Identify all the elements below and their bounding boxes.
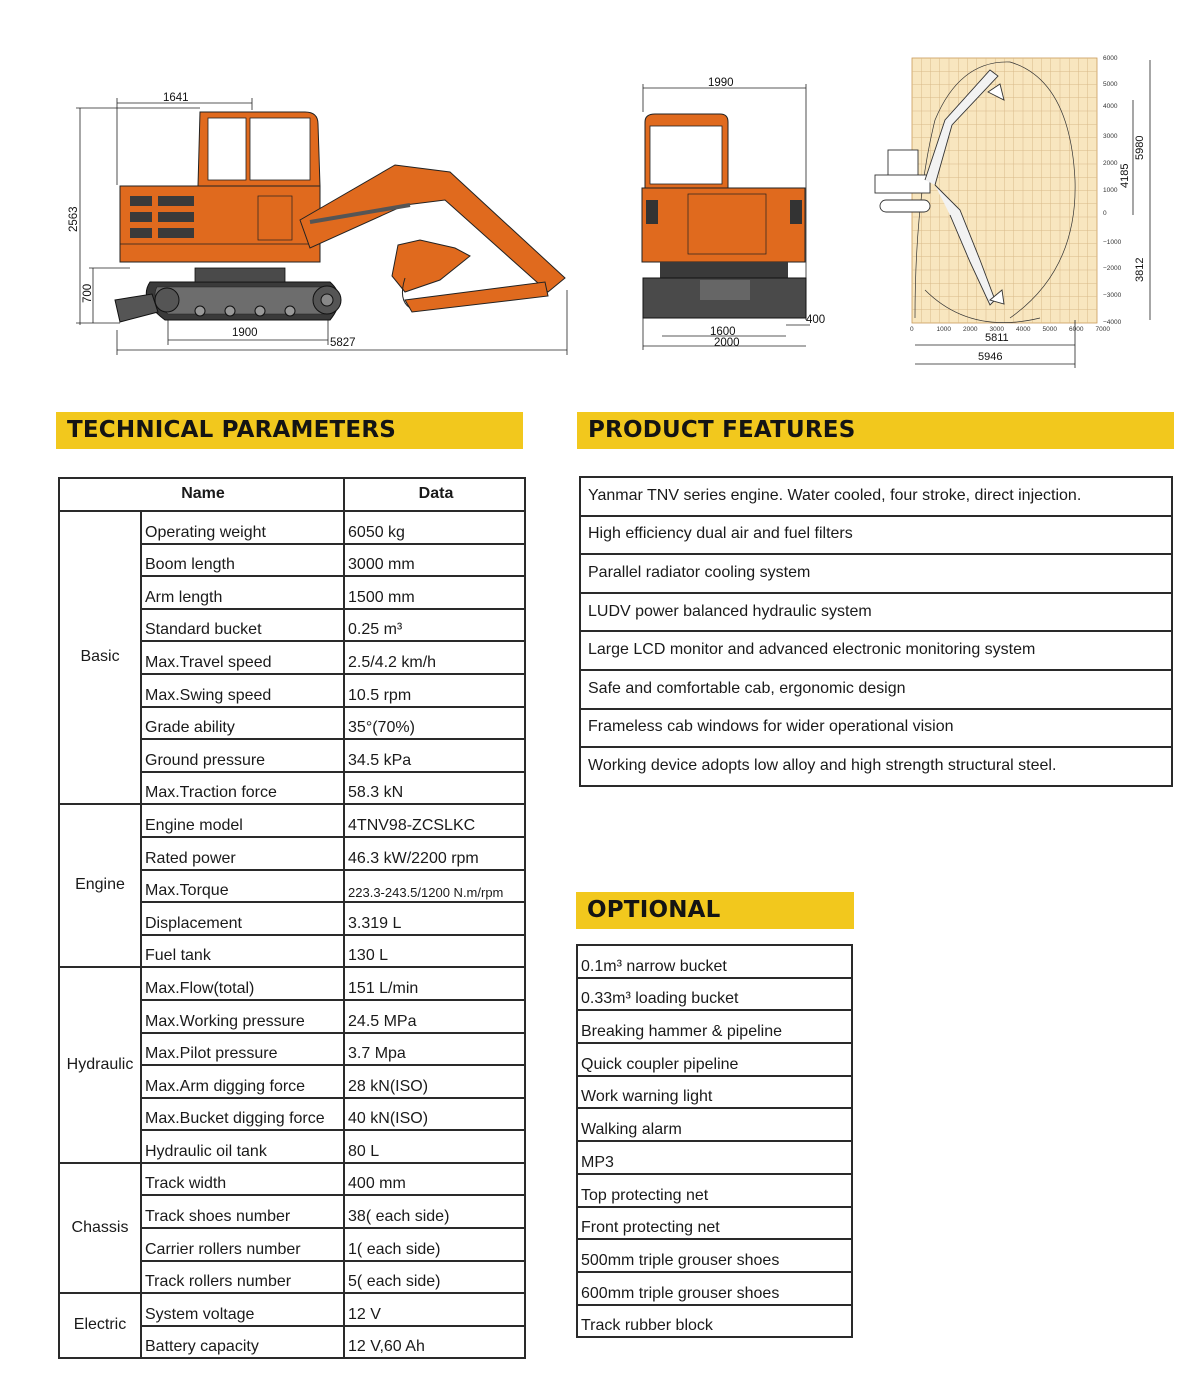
category-cell: Electric	[59, 1293, 141, 1358]
dim-overall-width: 2000	[714, 337, 740, 349]
dim-total-length: 5827	[330, 337, 356, 349]
category-cell: Basic	[59, 511, 141, 804]
parameter-name: Carrier rollers number	[141, 1228, 344, 1261]
table-header-row	[59, 478, 525, 511]
feature-row	[580, 631, 1172, 670]
parameter-name: Displacement	[141, 902, 344, 935]
range-x-ticks	[910, 326, 1110, 333]
parameter-value: 151 L/min	[344, 967, 525, 1000]
parameter-value: 130 L	[344, 935, 525, 968]
parameter-value: 58.3 kN	[344, 772, 525, 805]
y-tick-label: 5000	[1103, 81, 1118, 88]
parameter-value: 1( each side)	[344, 1228, 525, 1261]
optional-row	[577, 1239, 852, 1272]
table-row	[59, 1163, 525, 1196]
parameter-value: 46.3 kW/2200 rpm	[344, 837, 525, 870]
parameter-name: Max.Flow(total)	[141, 967, 344, 1000]
column-header-data: Data	[344, 478, 525, 511]
dozer-blade	[115, 294, 158, 322]
product-features-title: PRODUCT FEATURES	[577, 412, 1174, 449]
optional-item: Quick coupler pipeline	[577, 1043, 852, 1076]
technical-parameters-title: TECHNICAL PARAMETERS	[56, 412, 523, 449]
parameter-value: 400 mm	[344, 1163, 525, 1196]
parameter-name: Track shoes number	[141, 1195, 344, 1228]
parameter-value: 80 L	[344, 1130, 525, 1163]
y-tick-label: 6000	[1103, 55, 1118, 62]
optional-row	[577, 1207, 852, 1240]
feature-row	[580, 747, 1172, 786]
technical-parameters-table	[58, 477, 526, 1359]
parameter-value: 1500 mm	[344, 576, 525, 609]
parameter-value: 223.3-243.5/1200 N.m/rpm	[344, 870, 525, 903]
y-tick-label: 1000	[1103, 187, 1118, 194]
working-range-drawing	[860, 50, 1185, 370]
feature-item: Frameless cab windows for wider operational vision	[580, 709, 1172, 748]
dim-track-length: 1900	[232, 327, 258, 339]
table-row	[59, 511, 525, 544]
y-tick-label: −1000	[1103, 239, 1122, 246]
optional-row	[577, 1108, 852, 1141]
dim-top-length: 1641	[163, 92, 189, 104]
y-tick-label: 4000	[1103, 103, 1118, 110]
parameter-name: Max.Arm digging force	[141, 1065, 344, 1098]
optional-item: Breaking hammer & pipeline	[577, 1010, 852, 1043]
parameter-value: 40 kN(ISO)	[344, 1098, 525, 1131]
y-tick-label: −3000	[1103, 292, 1122, 299]
x-tick-label: 6000	[1069, 326, 1084, 333]
optional-title: OPTIONAL	[576, 892, 854, 929]
feature-row	[580, 670, 1172, 709]
parameter-name: Engine model	[141, 804, 344, 837]
rear-view-drawing	[630, 70, 830, 360]
parameter-name: Max.Pilot pressure	[141, 1033, 344, 1066]
parameter-value: 28 kN(ISO)	[344, 1065, 525, 1098]
feature-item: LUDV power balanced hydraulic system	[580, 593, 1172, 632]
x-tick-label: 7000	[1095, 326, 1110, 333]
parameter-value: 4TNV98-ZCSLKC	[344, 804, 525, 837]
optional-item: MP3	[577, 1141, 852, 1174]
optional-item: 0.1m³ narrow bucket	[577, 945, 852, 978]
boom-arm	[300, 165, 565, 312]
parameter-value: 12 V,60 Ah	[344, 1326, 525, 1359]
feature-item: High efficiency dual air and fuel filters	[580, 516, 1172, 555]
table-row	[59, 1293, 525, 1326]
feature-item: Parallel radiator cooling system	[580, 554, 1172, 593]
parameter-value: 35°(70%)	[344, 707, 525, 740]
y-tick-label: 0	[1103, 210, 1107, 217]
parameter-value: 24.5 MPa	[344, 1000, 525, 1033]
feature-row	[580, 554, 1172, 593]
x-tick-label: 4000	[1016, 326, 1031, 333]
x-tick-label: 3000	[989, 326, 1004, 333]
parameter-name: Max.Travel speed	[141, 641, 344, 674]
parameter-value: 12 V	[344, 1293, 525, 1326]
parameter-value: 3.7 Mpa	[344, 1033, 525, 1066]
optional-item: 500mm triple grouser shoes	[577, 1239, 852, 1272]
feature-row	[580, 593, 1172, 632]
dim-gauge: 1600	[710, 326, 736, 338]
dim-top-width: 1990	[708, 77, 734, 89]
parameter-value: 34.5 kPa	[344, 739, 525, 772]
optional-item: Front protecting net	[577, 1207, 852, 1240]
track-assembly	[146, 268, 341, 320]
dim-dig-depth: 3812	[1134, 257, 1146, 282]
parameter-name: Max.Torque	[141, 870, 344, 903]
optional-item: 600mm triple grouser shoes	[577, 1272, 852, 1305]
feature-row	[580, 516, 1172, 555]
parameter-name: Fuel tank	[141, 935, 344, 968]
excavator-body	[120, 112, 320, 262]
parameter-name: Hydraulic oil tank	[141, 1130, 344, 1163]
parameter-value: 2.5/4.2 km/h	[344, 641, 525, 674]
parameter-name: Track rollers number	[141, 1261, 344, 1294]
table-row	[59, 804, 525, 837]
parameter-name: Ground pressure	[141, 739, 344, 772]
optional-row	[577, 978, 852, 1011]
x-tick-label: 5000	[1042, 326, 1057, 333]
feature-item: Yanmar TNV series engine. Water cooled, four stroke, direct injection.	[580, 477, 1172, 516]
dim-track-width: 400	[806, 314, 826, 326]
parameter-value: 6050 kg	[344, 511, 525, 544]
dim-dump-height: 4185	[1119, 163, 1131, 188]
optional-row	[577, 1043, 852, 1076]
optional-item: 0.33m³ loading bucket	[577, 978, 852, 1011]
side-view-drawing	[60, 85, 590, 365]
parameter-name: Max.Traction force	[141, 772, 344, 805]
optional-item: Top protecting net	[577, 1174, 852, 1207]
parameter-value: 3.319 L	[344, 902, 525, 935]
table-row	[59, 967, 525, 1000]
optional-row	[577, 1305, 852, 1338]
optional-item: Track rubber block	[577, 1305, 852, 1338]
parameter-name: Boom length	[141, 544, 344, 577]
optional-row	[577, 1174, 852, 1207]
parameter-name: Track width	[141, 1163, 344, 1196]
product-features-table	[579, 476, 1173, 787]
parameter-value: 10.5 rpm	[344, 674, 525, 707]
dim-max-height: 5980	[1134, 135, 1146, 160]
parameter-value: 5( each side)	[344, 1261, 525, 1294]
y-tick-label: −4000	[1103, 319, 1122, 326]
parameter-value: 0.25 m³	[344, 609, 525, 642]
optional-row	[577, 1141, 852, 1174]
category-cell: Chassis	[59, 1163, 141, 1293]
category-cell: Hydraulic	[59, 967, 141, 1163]
feature-row	[580, 709, 1172, 748]
category-cell: Engine	[59, 804, 141, 967]
feature-row	[580, 477, 1172, 516]
parameter-value: 38( each side)	[344, 1195, 525, 1228]
optional-row	[577, 1076, 852, 1109]
column-header-name: Name	[59, 478, 344, 511]
dim-total-height: 2563	[68, 206, 80, 232]
x-tick-label: 2000	[963, 326, 978, 333]
parameter-name: Max.Bucket digging force	[141, 1098, 344, 1131]
y-tick-label: 2000	[1103, 160, 1118, 167]
parameter-name: Rated power	[141, 837, 344, 870]
parameter-name: Standard bucket	[141, 609, 344, 642]
rear-body	[642, 114, 806, 318]
optional-row	[577, 1272, 852, 1305]
optional-row	[577, 945, 852, 978]
parameter-name: Max.Swing speed	[141, 674, 344, 707]
y-tick-label: −2000	[1103, 265, 1122, 272]
parameter-name: Battery capacity	[141, 1326, 344, 1359]
x-tick-label: 1000	[936, 326, 951, 333]
feature-item: Safe and comfortable cab, ergonomic design	[580, 670, 1172, 709]
range-y-ticks	[1103, 55, 1122, 326]
parameter-value: 3000 mm	[344, 544, 525, 577]
optional-item: Work warning light	[577, 1076, 852, 1109]
parameter-name: Max.Working pressure	[141, 1000, 344, 1033]
optional-row	[577, 1010, 852, 1043]
parameter-name: Arm length	[141, 576, 344, 609]
parameter-name: Operating weight	[141, 511, 344, 544]
dim-reach-ground: 5811	[985, 332, 1009, 344]
dim-ground-height: 700	[82, 283, 94, 303]
optional-table	[576, 944, 853, 1338]
y-tick-label: 3000	[1103, 133, 1118, 140]
dim-max-reach: 5946	[978, 351, 1003, 363]
optional-item: Walking alarm	[577, 1108, 852, 1141]
feature-item: Working device adopts low alloy and high strength structural steel.	[580, 747, 1172, 786]
parameter-name: System voltage	[141, 1293, 344, 1326]
feature-item: Large LCD monitor and advanced electronic monitoring system	[580, 631, 1172, 670]
x-tick-label: 0	[910, 326, 914, 333]
parameter-name: Grade ability	[141, 707, 344, 740]
